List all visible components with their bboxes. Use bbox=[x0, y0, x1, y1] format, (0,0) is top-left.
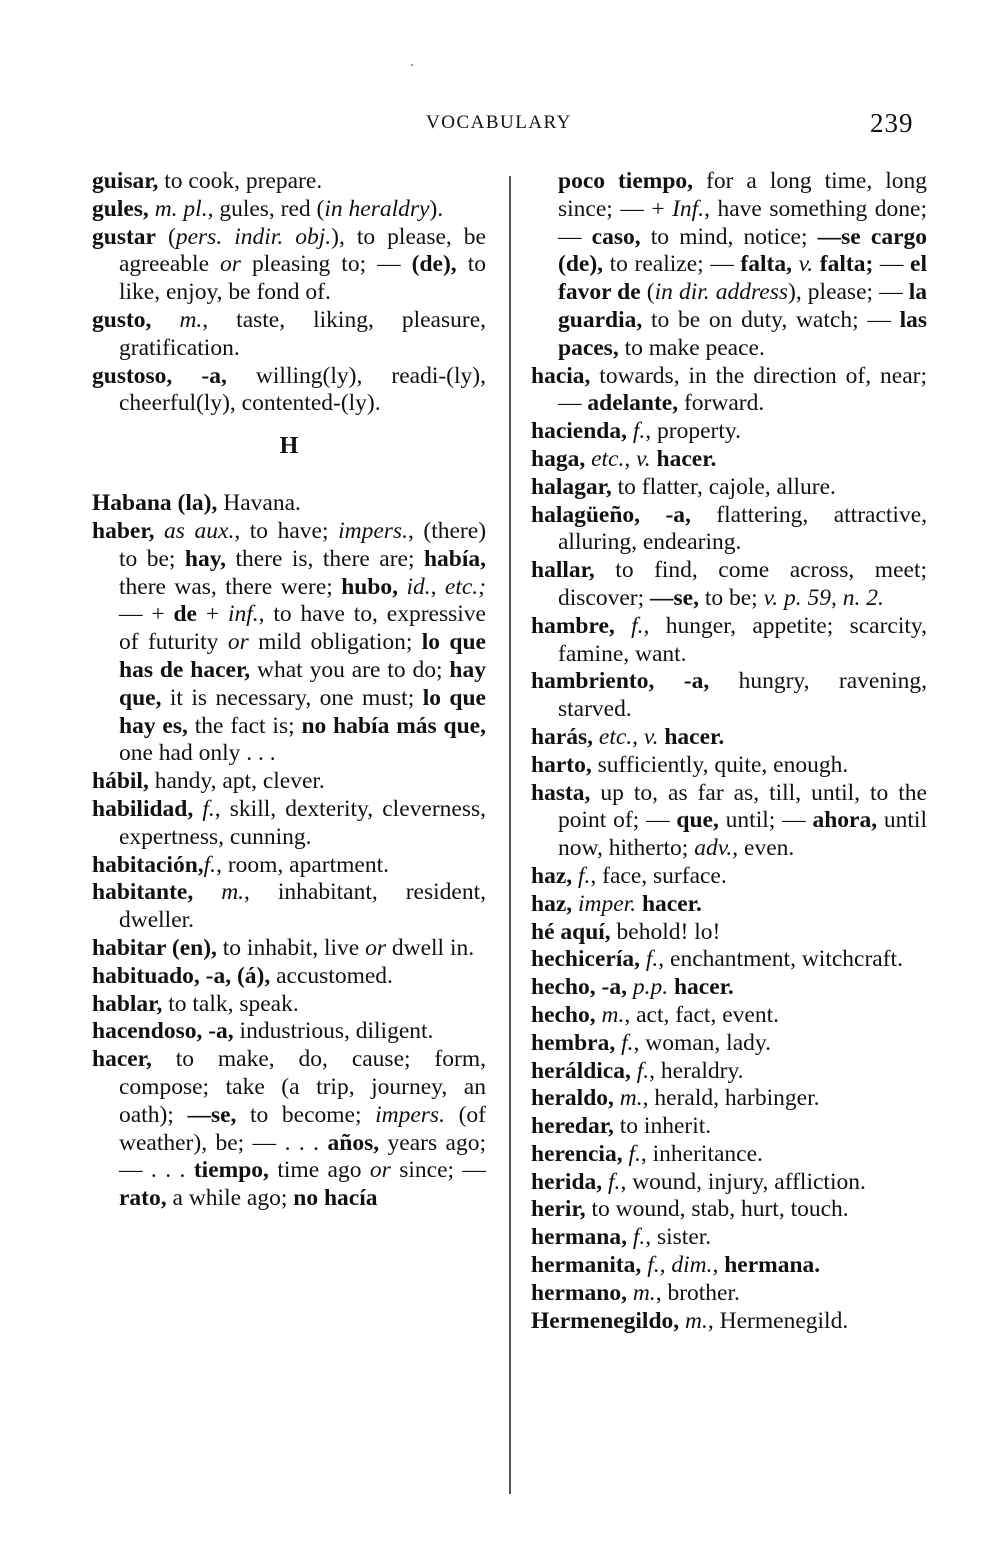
grammar-note: or bbox=[365, 934, 386, 961]
dictionary-entry bbox=[531, 946, 927, 974]
definition-text: years ago; — . . . bbox=[119, 1129, 486, 1184]
definition-text: since; — bbox=[390, 1157, 487, 1184]
headword: herida, bbox=[531, 1168, 603, 1195]
definition-text: what you are to do; bbox=[250, 656, 450, 683]
entry-list-continuation bbox=[531, 168, 927, 363]
definition-text bbox=[154, 518, 164, 544]
dictionary-entry bbox=[531, 1085, 927, 1113]
definition-text: to be on duty, watch; — bbox=[642, 306, 900, 333]
definition-text: ), to please, be agreeable bbox=[119, 223, 486, 278]
headword: gusto, bbox=[92, 306, 152, 333]
headword: de bbox=[173, 601, 197, 628]
headword: poco tiempo, bbox=[558, 168, 694, 194]
headword: Habana (la), bbox=[92, 490, 218, 517]
definition-text: , bbox=[712, 1252, 725, 1279]
dictionary-entry bbox=[531, 1058, 927, 1086]
dictionary-entry bbox=[531, 557, 927, 613]
grammar-note: or bbox=[220, 251, 241, 278]
headword: hecho, bbox=[531, 1001, 596, 1028]
definition-text bbox=[813, 251, 820, 277]
definition-text bbox=[151, 307, 179, 333]
grammar-note: f. bbox=[628, 1140, 641, 1167]
headword: heráldica, bbox=[531, 1057, 631, 1084]
headword: no había más que, bbox=[301, 712, 486, 739]
entry-continuation bbox=[531, 168, 927, 363]
grammar-note: Inf. bbox=[672, 195, 705, 222]
headword: hambriento, -a, bbox=[531, 668, 710, 695]
headword: ahora, bbox=[812, 807, 878, 834]
grammar-note: f. bbox=[631, 612, 644, 639]
definition-text: it is necessary, one must; bbox=[161, 684, 423, 711]
definition-text: until; — bbox=[718, 807, 813, 834]
definition-text: to be; bbox=[698, 584, 764, 611]
dictionary-entry bbox=[531, 891, 927, 919]
headword: guisar, bbox=[92, 168, 159, 194]
definition-text: the fact is; bbox=[187, 712, 302, 739]
grammar-note: f. bbox=[202, 795, 215, 822]
headword: —se, bbox=[650, 584, 699, 611]
definition-text: , face, surface. bbox=[590, 862, 727, 889]
section-letter: H bbox=[279, 433, 299, 460]
definition-text bbox=[615, 613, 631, 639]
dictionary-entry bbox=[531, 1002, 927, 1030]
entry-list-g bbox=[92, 168, 486, 418]
dictionary-entry bbox=[92, 1018, 486, 1046]
grammar-note: f. bbox=[621, 1029, 634, 1056]
definition-text: to wound, stab, hurt, touch. bbox=[585, 1196, 849, 1223]
definition-text: one had only . . . bbox=[119, 740, 276, 767]
dictionary-entry bbox=[531, 1141, 927, 1169]
dictionary-entry bbox=[531, 863, 927, 891]
definition-text: — bbox=[873, 251, 911, 278]
grammar-note: f. bbox=[203, 851, 217, 878]
dictionary-entry bbox=[92, 196, 486, 224]
definition-text: to inherit. bbox=[613, 1113, 712, 1140]
grammar-note: f. bbox=[645, 946, 659, 973]
headword: hembra, bbox=[531, 1029, 616, 1056]
grammar-note: impers. bbox=[338, 517, 408, 544]
grammar-note: f., dim. bbox=[647, 1252, 713, 1279]
headword: falta, bbox=[740, 251, 792, 278]
definition-text: , to have; bbox=[234, 517, 339, 544]
definition-text: to cook, prepare. bbox=[158, 168, 323, 194]
entry-list-right bbox=[531, 363, 927, 1336]
grammar-note: or bbox=[227, 629, 249, 656]
definition-text: (of weather), be; — . . . bbox=[119, 1101, 486, 1156]
dictionary-entry bbox=[92, 1046, 486, 1213]
headword: harto, bbox=[531, 751, 592, 778]
headword: habitación, bbox=[92, 851, 204, 878]
grammar-note: inf. bbox=[227, 601, 259, 628]
headword: —se, bbox=[187, 1101, 237, 1128]
grammar-note: v. bbox=[798, 251, 814, 278]
headword: no hacía bbox=[293, 1185, 378, 1212]
definition-text: , wound, injury, affliction. bbox=[620, 1168, 866, 1195]
grammar-note: v. p. 59, n. 2. bbox=[763, 584, 884, 611]
headword: hubo, bbox=[341, 573, 399, 600]
headword: adelante, bbox=[587, 390, 679, 417]
grammar-note: m. bbox=[685, 1307, 708, 1334]
dictionary-entry bbox=[531, 724, 927, 752]
definition-text: — + bbox=[119, 601, 174, 628]
headword: hacer. bbox=[641, 890, 702, 917]
headword: hermano, bbox=[531, 1279, 627, 1306]
grammar-note: m. pl., bbox=[154, 195, 214, 222]
definition-text: to flatter, cajole, allure. bbox=[611, 473, 836, 500]
grammar-note: m. bbox=[632, 1279, 656, 1306]
headword: lo que has de hacer, bbox=[119, 629, 486, 683]
dictionary-entry bbox=[92, 991, 486, 1019]
definition-text: to mind, notice; bbox=[640, 223, 818, 250]
definition-text: dwell in. bbox=[385, 934, 475, 961]
definition-text: ), please; — bbox=[788, 279, 909, 306]
definition-text: + bbox=[196, 601, 228, 628]
definition-text: until now, hitherto; bbox=[558, 807, 927, 862]
headword: hay, bbox=[184, 545, 227, 572]
grammar-note: in heraldry bbox=[324, 195, 430, 222]
headword: heredar, bbox=[531, 1113, 614, 1140]
headword: herencia, bbox=[531, 1140, 623, 1167]
headword: hablar, bbox=[92, 990, 163, 1017]
headword: la guardia, bbox=[558, 279, 927, 333]
dictionary-entry bbox=[92, 852, 486, 880]
dictionary-entry bbox=[531, 780, 927, 863]
headword: había, bbox=[423, 545, 486, 572]
definition-text: , inhabitant, resident, dweller. bbox=[119, 879, 486, 934]
definition-text: to realize; — bbox=[603, 251, 741, 278]
definition-text: forward. bbox=[678, 390, 765, 417]
dictionary-entry bbox=[531, 363, 927, 419]
grammar-note: etc., v. bbox=[591, 445, 651, 472]
grammar-note: imper. bbox=[578, 890, 637, 917]
dictionary-entry bbox=[92, 796, 486, 852]
definition-text: to make peace. bbox=[618, 334, 765, 361]
definition-text: there was, there were; bbox=[119, 573, 342, 600]
headword: harás, bbox=[531, 723, 594, 750]
headword: heraldo, bbox=[531, 1085, 614, 1112]
definition-text: , brother. bbox=[655, 1279, 740, 1306]
headword: años, bbox=[327, 1129, 380, 1156]
definition-text: flattering, attractive, alluring, endearing. bbox=[558, 501, 928, 556]
grammar-note: in dir. address bbox=[654, 279, 788, 306]
dictionary-entry bbox=[92, 363, 486, 419]
headword: hecho, -a, bbox=[531, 974, 627, 1001]
definition-text: sufficiently, quite, enough. bbox=[591, 751, 849, 778]
grammar-note: or bbox=[369, 1157, 391, 1184]
headword: hermanita, bbox=[531, 1252, 642, 1279]
dictionary-entry bbox=[92, 490, 486, 518]
grammar-note: impers. bbox=[375, 1101, 445, 1128]
headword: hallar, bbox=[531, 557, 595, 584]
grammar-note: m. bbox=[221, 879, 245, 906]
headword: hacer. bbox=[673, 974, 734, 1001]
dictionary-entry bbox=[531, 1280, 927, 1308]
definition-text: , Hermenegild. bbox=[707, 1307, 849, 1334]
definition-text bbox=[193, 879, 221, 905]
headword: hambre, bbox=[531, 612, 615, 639]
headword: haber, bbox=[92, 517, 155, 544]
page-header bbox=[0, 108, 1000, 144]
grammar-note: f. bbox=[632, 418, 646, 445]
grammar-note: as aux. bbox=[164, 517, 235, 544]
definition-text: handy, apt, clever. bbox=[148, 768, 325, 795]
headword: habituado, -a, (á), bbox=[92, 962, 271, 989]
dictionary-entry bbox=[531, 613, 927, 669]
headword: hacer. bbox=[664, 723, 725, 750]
definition-text: ( bbox=[640, 279, 655, 306]
dictionary-entry bbox=[531, 752, 927, 780]
dictionary-entry bbox=[531, 1224, 927, 1252]
definition-text: mild obligation; bbox=[248, 629, 422, 656]
grammar-note: m. bbox=[619, 1085, 643, 1112]
headword: haga, bbox=[531, 445, 586, 472]
dictionary-entry bbox=[531, 1196, 927, 1224]
page-number: 239 bbox=[870, 108, 914, 138]
dictionary-entry bbox=[531, 1169, 927, 1197]
dictionary-entry bbox=[92, 963, 486, 991]
grammar-note: m. bbox=[179, 306, 203, 333]
headword: halagar, bbox=[531, 473, 612, 500]
left-column bbox=[92, 168, 486, 1213]
grammar-note: pers. indir. obj. bbox=[175, 223, 332, 250]
definition-text: willing(ly), readi-(ly), cheerful(ly), contented-(ly). bbox=[119, 362, 486, 417]
definition-text: , herald, harbinger. bbox=[642, 1085, 820, 1112]
definition-text: , inheritance. bbox=[640, 1140, 763, 1167]
definition-text: , skill, dexterity, cleverness, expertness, cunning. bbox=[119, 795, 486, 850]
definition-text: industrious, diligent. bbox=[233, 1018, 434, 1045]
definition-text: , room, apartment. bbox=[216, 851, 389, 878]
definition-text: gules, red ( bbox=[213, 195, 325, 222]
definition-text bbox=[792, 251, 799, 277]
dictionary-entry bbox=[531, 446, 927, 474]
dictionary-entry bbox=[92, 935, 486, 963]
headword: hacer, bbox=[92, 1046, 152, 1073]
headword: hay que, bbox=[119, 656, 486, 711]
headword: habitante, bbox=[92, 879, 194, 906]
entry-list-h bbox=[92, 490, 486, 1213]
headword: Hermenegildo, bbox=[531, 1307, 680, 1334]
headword: las paces, bbox=[558, 306, 927, 361]
headword: hasta, bbox=[531, 779, 591, 806]
definition-text: ). bbox=[429, 195, 444, 222]
definition-text bbox=[193, 796, 202, 822]
definition-text: up to, as far as, till, until, to the point of; — bbox=[558, 779, 927, 834]
definition-text: , (there) to be; bbox=[119, 517, 487, 572]
definition-text: , enchantment, witchcraft. bbox=[658, 946, 903, 973]
headword: herir, bbox=[531, 1196, 586, 1223]
headword: tiempo, bbox=[193, 1157, 269, 1184]
column-divider bbox=[509, 176, 511, 1494]
headword: hacienda, bbox=[531, 418, 627, 445]
headword: (de), bbox=[411, 251, 457, 278]
grammar-note: etc., v. bbox=[598, 723, 659, 750]
definition-text: there is, there are; bbox=[226, 545, 424, 572]
headword: que, bbox=[676, 807, 719, 834]
dictionary-entry bbox=[531, 418, 927, 446]
dictionary-entry bbox=[92, 224, 486, 307]
headword: hermana. bbox=[724, 1252, 821, 1279]
definition-text: , property. bbox=[645, 418, 741, 445]
headword: hábil, bbox=[92, 768, 149, 795]
headword: habilidad, bbox=[92, 795, 194, 822]
definition-text: to talk, speak. bbox=[162, 990, 299, 1017]
print-speck bbox=[411, 64, 413, 66]
grammar-note: f. bbox=[578, 862, 591, 889]
headword: el favor de bbox=[558, 251, 928, 306]
definition-text: , woman, lady. bbox=[633, 1029, 771, 1056]
headword: caso, bbox=[591, 223, 641, 250]
definition-text: , heraldry. bbox=[649, 1057, 744, 1084]
headword: habitar (en), bbox=[92, 934, 217, 961]
headword: gustar bbox=[92, 223, 156, 250]
definition-text: for a long time, long since; — + bbox=[558, 168, 927, 222]
definition-text: accustomed. bbox=[270, 962, 393, 989]
definition-text: to inhabit, live bbox=[216, 934, 366, 961]
headword: lo que hay es, bbox=[119, 684, 486, 739]
definition-text: ( bbox=[155, 223, 176, 250]
dictionary-entry bbox=[531, 474, 927, 502]
definition-text: towards, in the direction of, near; — bbox=[558, 362, 927, 417]
dictionary-entry bbox=[92, 879, 486, 935]
dictionary-entry bbox=[531, 919, 927, 947]
headword: halagüeño, -a, bbox=[531, 501, 691, 528]
grammar-note: f. bbox=[632, 1224, 646, 1251]
headword: hermana, bbox=[531, 1224, 627, 1251]
dictionary-entry bbox=[92, 168, 486, 196]
definition-text: to make, do, cause; form, compose; take (a trip, journey, an oath); bbox=[119, 1046, 486, 1128]
dictionary-entry bbox=[531, 974, 927, 1002]
right-column bbox=[531, 168, 927, 1335]
headword: gules, bbox=[92, 195, 149, 222]
definition-text: Havana. bbox=[217, 490, 301, 517]
definition-text: , sister. bbox=[645, 1224, 712, 1251]
headword: hacer. bbox=[656, 445, 717, 472]
grammar-note: m. bbox=[601, 1001, 625, 1028]
grammar-note: id., etc.; bbox=[406, 573, 487, 600]
dictionary-entry bbox=[531, 1252, 927, 1280]
definition-text: , taste, liking, pleasure, gratification. bbox=[119, 306, 487, 361]
dictionary-entry bbox=[531, 1308, 927, 1336]
headword: gustoso, -a, bbox=[92, 362, 227, 389]
headword: hacia, bbox=[531, 362, 591, 389]
definition-text: , to have to, expressive of futurity bbox=[119, 601, 486, 656]
definition-text: , even. bbox=[732, 835, 795, 862]
grammar-note: adv. bbox=[694, 835, 733, 862]
headword: haz, bbox=[531, 890, 573, 917]
grammar-note: p.p. bbox=[632, 974, 669, 1001]
dictionary-entry bbox=[92, 307, 486, 363]
dictionary-entry bbox=[531, 1030, 927, 1058]
definition-text: , act, fact, event. bbox=[624, 1001, 779, 1028]
headword: hé aquí, bbox=[531, 918, 611, 945]
headword: —se cargo (de), bbox=[558, 223, 927, 278]
definition-text: to like, enjoy, be fond of. bbox=[119, 251, 486, 306]
headword: falta; bbox=[819, 251, 874, 278]
definition-text: to become; bbox=[236, 1101, 376, 1128]
headword: rato, bbox=[119, 1185, 167, 1212]
definition-text: , hunger, appetite; scarcity, famine, want. bbox=[558, 612, 927, 667]
definition-text: a while ago; bbox=[166, 1185, 294, 1212]
definition-text: pleasing to; — bbox=[240, 251, 412, 278]
dictionary-entry bbox=[92, 768, 486, 796]
dictionary-entry bbox=[531, 668, 927, 724]
running-title: VOCABULARY bbox=[426, 112, 572, 133]
dictionary-entry bbox=[92, 518, 486, 768]
definition-text: , have something done; — bbox=[558, 195, 927, 250]
grammar-note: f. bbox=[636, 1057, 650, 1084]
definition-text: to find, come across, meet; discover; bbox=[558, 557, 927, 611]
grammar-note: f. bbox=[608, 1168, 621, 1195]
headword: hacendoso, -a, bbox=[92, 1018, 234, 1045]
dictionary-entry bbox=[531, 1113, 927, 1141]
headword: haz, bbox=[531, 862, 573, 889]
dictionary-entry bbox=[531, 502, 927, 558]
headword: hechicería, bbox=[531, 946, 640, 973]
definition-text: hungry, ravening, starved. bbox=[558, 668, 928, 723]
definition-text: behold! lo! bbox=[610, 918, 721, 945]
definition-text: time ago bbox=[268, 1157, 370, 1184]
